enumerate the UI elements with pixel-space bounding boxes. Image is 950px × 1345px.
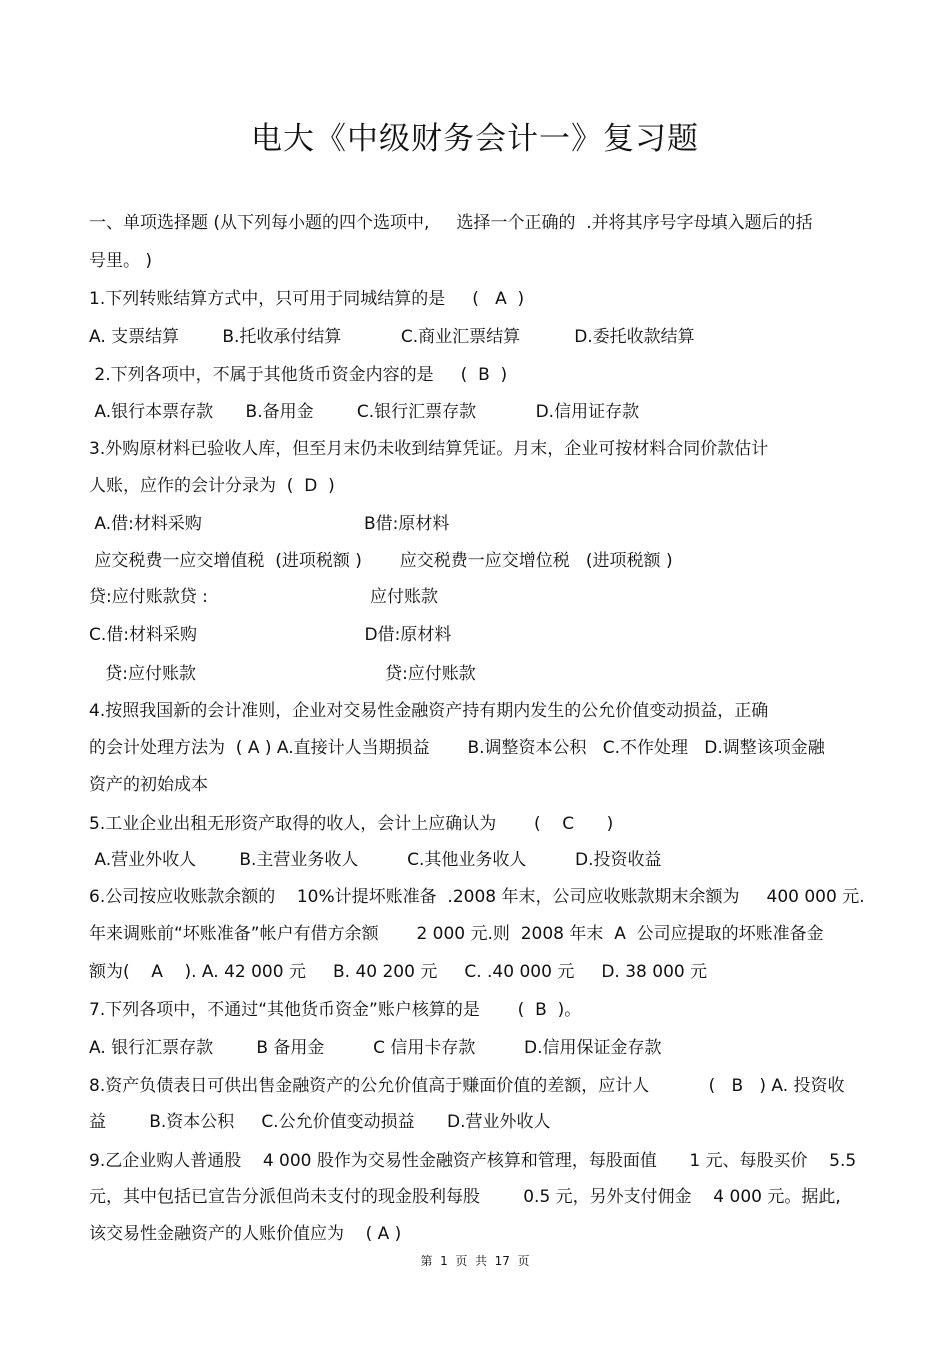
question-7-options: A. 银行汇票存款 B 备用金 C 信用卡存款 D.信用保证金存款 bbox=[89, 1038, 662, 1058]
question-5-options: A.营业外收人 B.主营业务收人 C.其他业务收人 D.投资收益 bbox=[89, 850, 662, 870]
question-8-line-1: 8.资产负债表日可供出售金融资产的公允价值高于赚面价值的差额，应计人 ( B ) A. 投资收 bbox=[89, 1076, 845, 1096]
question-6-line-1: 6.公司按应收账款余额的 10%计提坏账准备 .2008 年末，公司应收账款期末余额为 400 000 元. bbox=[89, 887, 865, 907]
question-7: 7.下列各项中，不通过“其他货币资金”账户核算的是 ( B )。 bbox=[89, 1000, 582, 1020]
question-3-line-1: 3.外购原材料已验收人库，但至月末仍未收到结算凭证。月末，企业可按材料合同价款估计 bbox=[89, 439, 769, 459]
question-1-options: A. 支票结算 B.托收承付结算 C.商业汇票结算 D.委托收款结算 bbox=[89, 327, 695, 347]
page-footer: 第 1 页 共 17 页 bbox=[420, 1254, 530, 1268]
page-title: 电大《中级财务会计一》复习题 bbox=[251, 121, 699, 157]
question-3-option-cd: C.借:材料采购 D借:原材料 bbox=[89, 625, 452, 645]
question-3-option-ab-2: 应交税费一应交增值税 (进项税额 ) 应交税费一应交增位税 (进项税额 ) bbox=[89, 551, 673, 571]
question-4-line-3: 资产的初始成本 bbox=[89, 775, 208, 795]
question-1: 1.下列转账结算方式中，只可用于同城结算的是 ( A ) bbox=[89, 289, 525, 309]
question-9-line-2: 元，其中包括已宣告分派但尚未支付的现金股利每股 0.5 元，另外支付佣金 4 000 元。据此, bbox=[89, 1187, 841, 1207]
question-3-option-ab-3: 贷:应付账款贷 : 应付账款 bbox=[89, 587, 438, 607]
section-heading-line-1: 一、单项选择题 (从下列每小题的四个选项中, 选择一个正确的 .并将其序号字母填入题后的括 bbox=[89, 213, 813, 233]
question-2: 2.下列各项中，不属于其他货币资金内容的是 ( B ) bbox=[89, 365, 508, 385]
section-heading-line-2: 号里。 ) bbox=[89, 251, 153, 271]
question-9-line-3: 该交易性金融资产的人账价值应为 ( A ) bbox=[89, 1224, 402, 1244]
question-8-line-2: 益 B.资本公积 C.公允价值变动损益 D.营业外收人 bbox=[89, 1112, 551, 1132]
question-6-line-3: 额为( A ). A. 42 000 元 B. 40 200 元 C. .40 000 元 D. 38 000 元 bbox=[89, 962, 708, 982]
question-4-line-1: 4.按照我国新的会计准则，企业对交易性金融资产持有期内发生的公允价值变动损益，正确 bbox=[89, 701, 769, 721]
question-6-line-2: 年来调账前“坏账准备”帐户有借方余额 2 000 元.则 2008 年末 A 公司应提取的坏账准备金 bbox=[89, 924, 824, 944]
question-2-options: A.银行本票存款 B.备用金 C.银行汇票存款 D.信用证存款 bbox=[89, 402, 640, 422]
question-3-line-2: 人账，应作的会计分录为 ( D ) bbox=[89, 476, 335, 496]
question-3-option-ab: A.借:材料采购 B借:原材料 bbox=[89, 514, 450, 534]
question-3-option-cd-2: 贷:应付账款 贷:应付账款 bbox=[89, 664, 476, 684]
question-4-line-2: 的会计处理方法为 ( A ) A.直接计人当期损益 B.调整资本公积 C.不作处理 D.调整该项金融 bbox=[89, 738, 825, 758]
question-5: 5.工业企业出租无形资产取得的收人，会计上应确认为 ( C ) bbox=[89, 814, 614, 834]
question-9-line-1: 9.乙企业购人普通股 4 000 股作为交易性金融资产核算和管理，每股面值 1 元、每股买价 5.5 bbox=[89, 1151, 857, 1171]
